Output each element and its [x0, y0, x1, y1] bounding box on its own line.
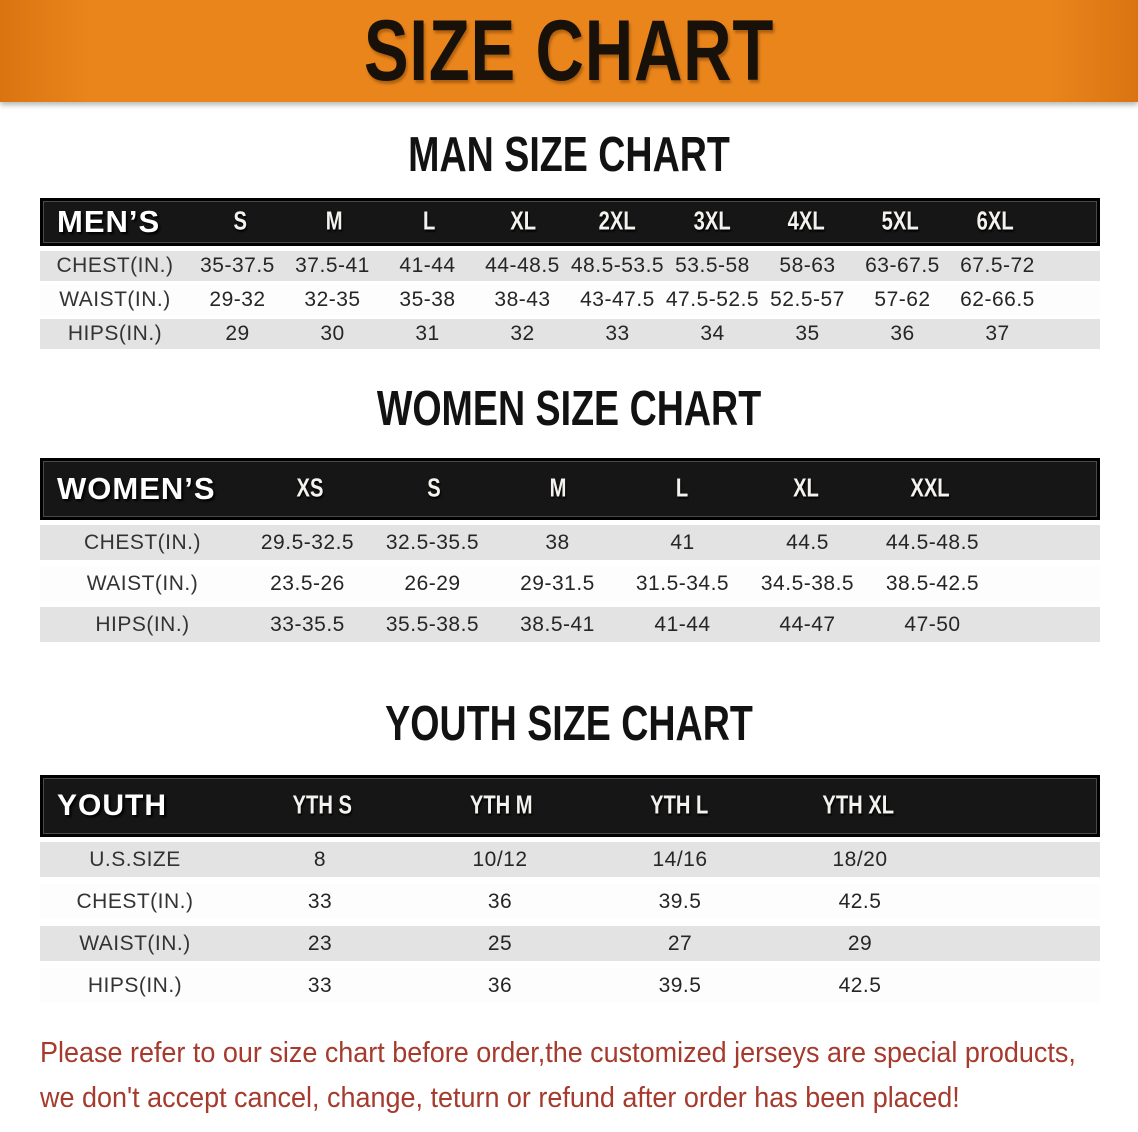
row-label: U.S.SIZE	[89, 847, 181, 871]
measurement-cell: 37.5-41	[295, 254, 370, 277]
row-label: CHEST(IN.)	[76, 889, 194, 913]
youth-section-heading: YOUTH SIZE CHART	[385, 694, 753, 751]
banner-title: SIZE CHART	[363, 3, 775, 99]
measurement-cell: 31	[415, 322, 440, 345]
table-row	[40, 285, 1100, 315]
size-column-header: YTH M	[469, 791, 533, 820]
measurement-cell: 47.5-52.5	[665, 288, 760, 311]
table-row	[40, 319, 1100, 349]
measurement-cell: 35.5-38.5	[385, 612, 480, 636]
measurement-cell: 37	[985, 322, 1010, 345]
measurement-cell: 25	[487, 931, 513, 955]
women-section-heading: WOMEN SIZE CHART	[376, 379, 762, 436]
measurement-cell: 35-38	[399, 288, 456, 311]
section-women	[0, 379, 1138, 642]
measurement-cell: 39.5	[658, 973, 702, 997]
measurement-cell: 52.5-57	[770, 288, 845, 311]
section-men	[0, 125, 1138, 349]
measurement-cell: 31.5-34.5	[635, 571, 730, 595]
size-column-header: YTH L	[650, 791, 709, 820]
measurement-cell: 53.5-58	[675, 254, 750, 277]
measurement-cell: 35	[795, 322, 820, 345]
measurement-cell: 44.5-48.5	[885, 530, 980, 554]
table-row	[40, 251, 1100, 281]
measurement-cell: 32-35	[304, 288, 361, 311]
women-size-table	[40, 458, 1100, 642]
measurement-cell: 41-44	[654, 612, 711, 636]
measurement-cell: 41-44	[399, 254, 456, 277]
measurement-cell: 42.5	[838, 889, 882, 913]
measurement-cell: 26-29	[404, 571, 461, 595]
row-label: HIPS(IN.)	[87, 973, 183, 997]
table-header-row	[40, 458, 1100, 520]
size-column-header: L	[675, 474, 689, 503]
row-label: HIPS(IN.)	[67, 322, 163, 345]
table-rows	[40, 842, 1100, 1003]
banner	[0, 0, 1138, 102]
measurement-cell: 23	[307, 931, 333, 955]
measurement-cell: 38.5-42.5	[885, 571, 980, 595]
measurement-cell: 10/12	[472, 847, 528, 871]
measurement-cell: 29.5-32.5	[260, 530, 355, 554]
size-column-header: XL	[510, 207, 537, 236]
table-row	[40, 842, 1100, 877]
size-column-header: M	[549, 474, 567, 503]
measurement-cell: 32.5-35.5	[385, 530, 480, 554]
measurement-cell: 23.5-26	[270, 571, 345, 595]
measurement-cell: 38.5-41	[520, 612, 595, 636]
measurement-cell: 33	[307, 889, 333, 913]
size-column-header: 5XL	[881, 207, 919, 236]
size-column-header: 2XL	[598, 207, 636, 236]
table-rows	[40, 525, 1100, 642]
size-column-header: M	[326, 207, 343, 236]
measurement-cell: 34.5-38.5	[760, 571, 855, 595]
size-column-header: S	[427, 474, 441, 503]
measurement-cell: 29	[225, 322, 250, 345]
measurement-cell: 43-47.5	[580, 288, 655, 311]
men-section-heading: MAN SIZE CHART	[408, 125, 730, 182]
measurement-cell: 33	[605, 322, 630, 345]
measurement-cell: 29	[847, 931, 873, 955]
table-row	[40, 926, 1100, 961]
measurement-cell: 34	[700, 322, 725, 345]
measurement-cell: 47-50	[904, 612, 961, 636]
footer-notice	[40, 1031, 1138, 1121]
size-column-header: YTH S	[292, 791, 352, 820]
table-corner-label: WOMEN’S	[57, 471, 216, 506]
measurement-cell: 44-47	[779, 612, 836, 636]
measurement-cell: 18/20	[832, 847, 888, 871]
measurement-cell: 39.5	[658, 889, 702, 913]
row-label: WAIST(IN.)	[79, 931, 191, 955]
table-row	[40, 607, 1100, 642]
row-label: HIPS(IN.)	[95, 612, 190, 636]
youth-size-table	[40, 775, 1100, 1003]
measurement-cell: 42.5	[838, 973, 882, 997]
measurement-cell: 57-62	[874, 288, 931, 311]
measurement-cell: 41	[670, 530, 695, 554]
measurement-cell: 30	[320, 322, 345, 345]
measurement-cell: 33	[307, 973, 333, 997]
measurement-cell: 29-31.5	[520, 571, 595, 595]
row-label: CHEST(IN.)	[56, 254, 174, 277]
size-column-header: S	[233, 207, 247, 236]
measurement-cell: 62-66.5	[960, 288, 1035, 311]
size-column-header: 3XL	[693, 207, 731, 236]
measurement-cell: 48.5-53.5	[570, 254, 665, 277]
measurement-cell: 63-67.5	[865, 254, 940, 277]
measurement-cell: 38-43	[494, 288, 551, 311]
measurement-cell: 35-37.5	[200, 254, 275, 277]
measurement-cell: 33-35.5	[270, 612, 345, 636]
men-size-table	[40, 198, 1100, 349]
size-column-header: L	[422, 207, 435, 236]
measurement-cell: 36	[890, 322, 915, 345]
size-column-header: YTH XL	[821, 791, 894, 820]
size-column-header: 6XL	[976, 207, 1014, 236]
measurement-cell: 36	[487, 889, 513, 913]
table-header-row	[40, 775, 1100, 837]
size-column-header: XS	[296, 474, 324, 503]
notice-line-1: Please refer to our size chart before order,the customized jerseys are special products,	[40, 1037, 1076, 1069]
measurement-cell: 44-48.5	[485, 254, 560, 277]
measurement-cell: 32	[510, 322, 535, 345]
measurement-cell: 27	[667, 931, 693, 955]
table-row	[40, 884, 1100, 919]
measurement-cell: 67.5-72	[960, 254, 1035, 277]
table-row	[40, 525, 1100, 560]
measurement-cell: 8	[313, 847, 327, 871]
row-label: WAIST(IN.)	[59, 288, 171, 311]
table-rows	[40, 251, 1100, 349]
measurement-cell: 58-63	[779, 254, 836, 277]
table-corner-label: MEN’S	[57, 204, 161, 239]
table-header-row	[40, 198, 1100, 246]
measurement-cell: 36	[487, 973, 513, 997]
size-column-header: 4XL	[787, 207, 825, 236]
size-column-header: XXL	[910, 474, 950, 503]
table-row	[40, 968, 1100, 1003]
measurement-cell: 44.5	[786, 530, 829, 554]
table-row	[40, 566, 1100, 601]
table-corner-label: YOUTH	[57, 789, 167, 822]
measurement-cell: 38	[545, 530, 570, 554]
size-column-header: XL	[793, 474, 819, 503]
row-label: CHEST(IN.)	[84, 530, 201, 554]
row-label: WAIST(IN.)	[86, 571, 199, 595]
measurement-cell: 29-32	[209, 288, 266, 311]
notice-line-2: we don't accept cancel, change, teturn or refund after order has been placed!	[40, 1082, 960, 1114]
section-youth	[0, 694, 1138, 1003]
measurement-cell: 14/16	[652, 847, 708, 871]
